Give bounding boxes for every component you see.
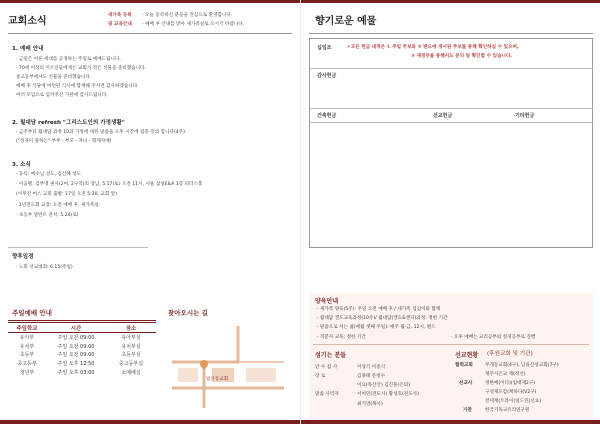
- section-line: · 70세 이상의 어르신들에게는 교회가 작은 선물을 준비했습니다.: [16, 66, 146, 71]
- mission-title: 선교현황: [455, 352, 479, 359]
- worship-cell: 주일 오전 09:00: [57, 352, 95, 359]
- worship-header: 주일학교: [8, 323, 46, 333]
- mission-category: 선교사: [459, 381, 473, 386]
- top-accent-bar: [301, 0, 600, 3]
- guide-line: · 월대담 캔도교육과정(10주)/ 월대담(캔도&캔디)과정: 정한 기간: [317, 316, 448, 321]
- mission-item: 정한예(이디)(임대재2구): [485, 381, 536, 386]
- section-line: 여러 모임으로 섬겨주신 기관에 감사드립니다.: [16, 93, 108, 98]
- worship-header: 시간: [46, 323, 106, 333]
- title-divider: [8, 33, 292, 34]
- mission-category: 기관: [463, 408, 472, 413]
- thanks-offering-label: 감사헌금: [317, 73, 337, 79]
- worship-cell: 주일 오후 12:50: [57, 360, 95, 367]
- servant-names: 김종태 문창수: [357, 374, 386, 379]
- worship-cell: 유아부: [19, 334, 35, 341]
- offering-box: [309, 38, 593, 248]
- worship-cell: 주일 오전 09:00: [57, 343, 95, 350]
- bottom-accent-bar: [301, 420, 600, 424]
- mission-subtitle: (후원교회 및 기관): [487, 351, 533, 357]
- section-line: 중고등부에서도 선물을 준비했습니다.: [16, 75, 92, 80]
- header-label-2: 및 교육안내: [108, 22, 132, 27]
- page-title-church-news: 교회소식: [8, 16, 47, 27]
- title-divider: [309, 33, 593, 34]
- section-line: ("성경이 말하는" 부부 - 부모 - 자녀 - 형제자매): [16, 139, 112, 144]
- servant-names: 최기영(목사): [357, 402, 383, 407]
- offering-row-line: [309, 68, 593, 69]
- section-line: · 초등부 달란트 잔치: 5.24(토): [16, 213, 79, 218]
- worship-header: 장소: [106, 323, 156, 333]
- guide-line: · 오후 예배는 교리공부와 성경공부로 진행: [451, 335, 536, 340]
- worship-cell: 청년부: [19, 369, 35, 376]
- mission-item: 한국기독교유리연구원: [485, 408, 530, 413]
- worship-title: 주일예배 안내: [12, 309, 52, 317]
- section-line: · 이음별: 김부영 권사(2여, 2구역)의 장남, 5.17(토) 오전 11시, 서울 삼성E&A 1층 피더스홀: [16, 182, 203, 187]
- top-accent-bar: [0, 0, 300, 3]
- offering-row-line: [309, 122, 593, 123]
- worship-cell: 중고등부: [17, 360, 37, 367]
- header-note-2: - 예배 후 안내를 받아 새가족실로 오시기 바랍니다.: [142, 22, 245, 27]
- right-page: [300, 0, 600, 424]
- table-row: [8, 359, 156, 368]
- section-heading-worship: 1. 예배 안내: [12, 46, 44, 52]
- mission-item: 구성제도감(케하다(V2구): [485, 390, 537, 395]
- schedule-item: · 노회 선교대회: 6.15(주일): [16, 265, 73, 270]
- mission-item: 무개동교회(4구), 남을산성교회(7구): [485, 363, 559, 368]
- section-line: · 금일은 어른 세대를 공경하는 주일로 예배드립니다.: [16, 57, 121, 62]
- mission-offering-label: 선교헌금: [433, 113, 453, 119]
- schedule-divider: [8, 247, 148, 248]
- other-offering-label: 기타헌금: [515, 113, 535, 119]
- guide-divider: [313, 344, 589, 345]
- mission-category: 협력교회: [455, 363, 473, 368]
- mission-item: 전세계(트라이(일드린(선요): [485, 399, 541, 404]
- servant-role: 안 수 집 사: [315, 365, 338, 370]
- section-heading-schedule: 향후일정: [12, 254, 34, 260]
- servant-names: 이요(목산산) 김진훈(은퇴): [357, 383, 411, 388]
- servant-names: 서여민(전도사) 황성호(전도사): [357, 392, 419, 397]
- mission-item: 제주시은교 재(정선): [485, 372, 526, 377]
- table-row: [8, 342, 156, 351]
- worship-table: [8, 322, 156, 376]
- tithe-label: 십일조: [317, 45, 332, 51]
- guide-title: 양육안내: [315, 298, 339, 305]
- guide-line: · 직분자 교육: 정한 기간: [317, 335, 366, 340]
- table-row: [8, 333, 156, 342]
- section-line: (이무진 버스 교회 출발: 17일 오전 5:30, 교회 앞): [16, 192, 117, 197]
- section-heading-refresh: 2. 월대담 refresh "그리스도인의 가정생활": [12, 120, 125, 126]
- map-block: [246, 368, 276, 382]
- worship-cell: 유아부실: [121, 334, 141, 341]
- offering-note: ✔모든 헌금 내역은 ① 주일 주보와 ② 밴드에 게시된 주보를 통해 확인하실 수 있으며,: [347, 45, 519, 50]
- page-title-offering: 향기로운 예물: [315, 16, 377, 27]
- worship-cell: 주일 오전 09:00: [57, 334, 95, 341]
- servant-names: 이상기 이중식: [357, 365, 386, 370]
- table-row: [8, 368, 156, 377]
- offering-row-line: [309, 108, 593, 109]
- section-heading-news: 3. 소식: [12, 162, 31, 168]
- map-title: 찾아오시는 길: [168, 309, 208, 317]
- worship-cell: 초등부: [19, 352, 35, 359]
- section-line: 예배 후 식당에 마련된 식사에 함께해 주시면 감사하겠습니다.: [16, 84, 139, 89]
- section-line: · 등록: 예수님 성도, 김신혜 성도: [16, 172, 82, 177]
- map-illustration: [164, 318, 294, 414]
- section-line: · 금주부터 월대담 과정 10과 가정에 대한 말씀을 오후 시간에 집중 강의 합니다(4주).: [16, 130, 187, 135]
- worship-cell: 유치부: [19, 343, 35, 350]
- servant-role: 장 로: [315, 374, 326, 379]
- guide-line: · 새가족 양육(5주): 주일 오전 예배 후 / 새가족 섬김이와 함께: [317, 307, 441, 312]
- map-church-label: 일산동교회: [206, 377, 229, 382]
- worship-cell: 초등부실: [121, 352, 141, 359]
- guide-line: · 말씀으로 서는 삶(매월 셋째 주일): 매주 월·금, 12시, 밴드: [317, 325, 436, 330]
- worship-cell: 주일 오후 03:00: [57, 369, 95, 376]
- offering-note: ③ 재정부를 통해서도 문의 및 확인할 수 있습니다.: [411, 54, 513, 59]
- building-offering-label: 건축헌금: [317, 113, 337, 119]
- section-line: · 1년전도회 교장: 오전 예배 후, 새가족실.: [16, 203, 101, 208]
- map-road: [172, 326, 238, 362]
- bottom-accent-bar: [0, 420, 300, 424]
- map-block: [178, 368, 198, 382]
- servants-title: 섬기는 분들: [315, 352, 347, 359]
- worship-title-rule: [8, 320, 156, 321]
- table-row: [8, 350, 156, 359]
- header-note-1: - 오늘 등록하신 분들을 진심으로 환영합니다.: [142, 13, 233, 18]
- servant-role: 말씀 사역자: [315, 392, 339, 397]
- worship-cell: 중고등부실: [118, 360, 144, 367]
- worship-cell: 소예배실: [121, 369, 141, 376]
- worship-cell: 유치부실: [121, 343, 141, 350]
- header-label-1: 새가족 등록: [108, 13, 132, 18]
